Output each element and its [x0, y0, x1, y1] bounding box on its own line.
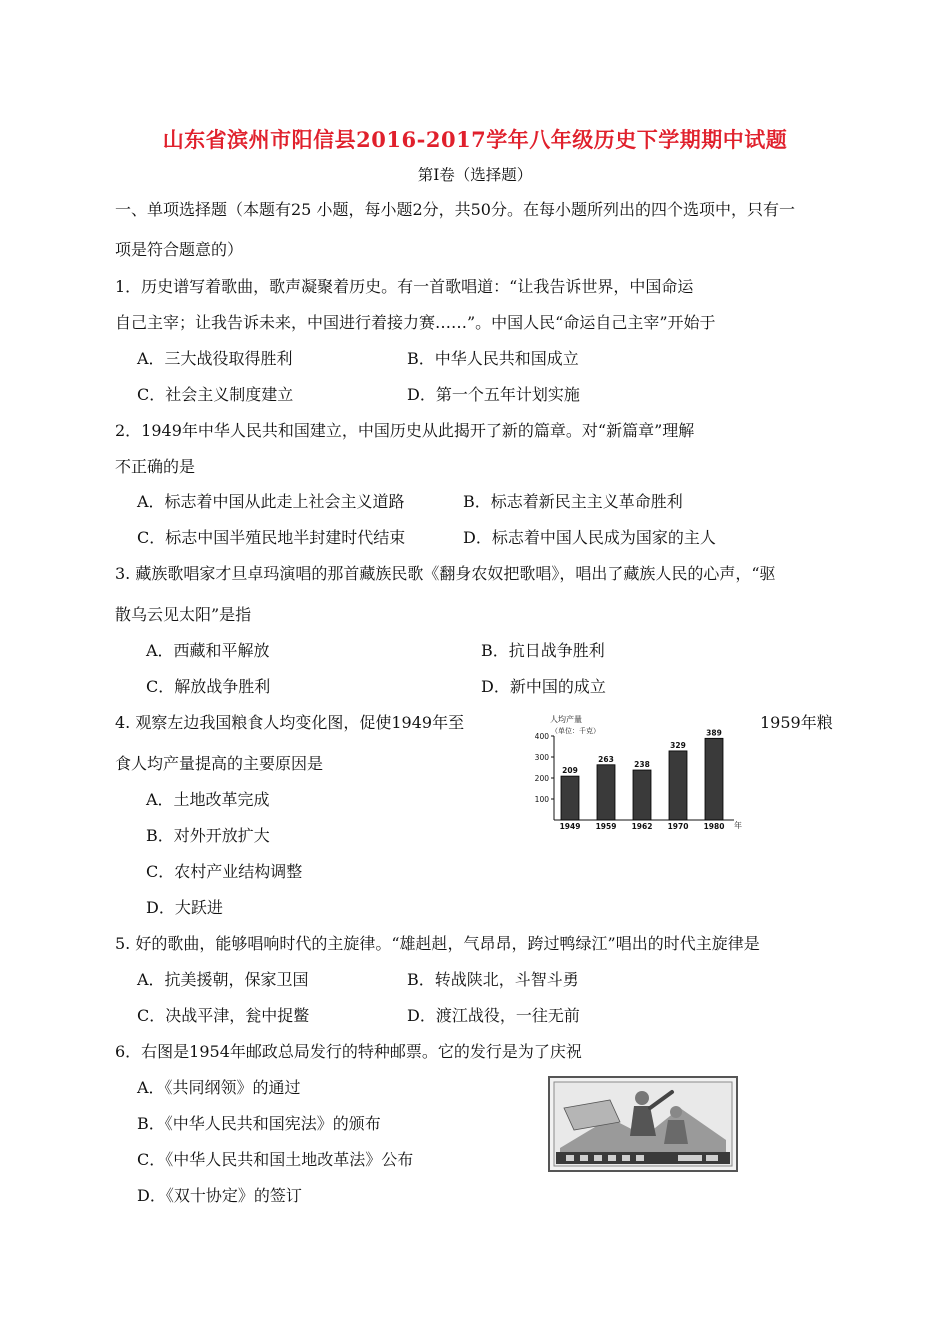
question-5-option-c[interactable]: C．决战平津，瓮中捉鳖	[137, 1006, 310, 1025]
question-4-option-d[interactable]: D．大跃进	[146, 898, 223, 917]
question-1-stem-2: 自己主宰；让我告诉未来，中国进行着接力赛……”。中国人民“命运自己主宰”开始于	[115, 313, 716, 332]
question-2-option-a[interactable]: A．标志着中国从此走上社会主义道路	[137, 492, 405, 511]
question-5-option-b[interactable]: B．转战陕北，斗智斗勇	[407, 970, 579, 989]
chart-x-tick-label: 1962	[631, 822, 653, 831]
question-1-option-d[interactable]: D．第一个五年计划实施	[407, 385, 580, 404]
question-4-stem-2: 食人均产量提高的主要原因是	[115, 754, 324, 773]
question-2-option-b[interactable]: B．标志着新民主主义革命胜利	[463, 492, 683, 511]
question-4-stem: 4. 观察左边我国粮食人均变化图，促使1949年至	[115, 713, 465, 732]
question-4-option-a[interactable]: A．土地改革完成	[146, 790, 270, 809]
chart-bar	[705, 738, 723, 820]
chart-x-tick-label: 1949	[559, 822, 581, 831]
question-4-option-b[interactable]: B．对外开放扩大	[146, 826, 270, 845]
chart-xunit: 年	[734, 821, 742, 830]
chart-data-label: 389	[706, 728, 722, 738]
question-3-option-d[interactable]: D．新中国的成立	[481, 677, 606, 696]
question-6-option-c[interactable]: C．《中华人民共和国土地改革法》公布	[137, 1150, 414, 1169]
question-5-stem: 5. 好的歌曲，能够唱响时代的主旋律。“雄赳赳，气昂昂，跨过鸭绿江”唱出的时代主旋律是	[115, 934, 760, 953]
chart-bar	[561, 776, 579, 820]
chart-data-label: 329	[670, 740, 686, 750]
question-3-option-b[interactable]: B．抗日战争胜利	[481, 641, 605, 660]
instructions-line-1: 一、单项选择题（本题有25 小题，每小题2分，共50分。在每小题所列出的四个选项中，只有一	[115, 200, 795, 219]
question-3-stem: 3. 藏族歌唱家才旦卓玛演唱的那首藏族民歌《翻身农奴把歌唱》，唱出了藏族人民的心声，“驱	[115, 564, 776, 583]
question-5-option-a[interactable]: A．抗美援朝，保家卫国	[137, 970, 309, 989]
question-4-stem-end: 1959年粮	[760, 713, 833, 732]
chart-x-tick-label: 1970	[667, 822, 689, 831]
question-6-option-d[interactable]: D．《双十协定》的签订	[137, 1186, 302, 1205]
question-1-stem: 1．历史谱写着歌曲，歌声凝聚着历史。有一首歌唱道：“让我告诉世界，中国命运	[115, 277, 694, 296]
section-heading: 第Ⅰ卷（选择题）	[417, 166, 533, 184]
instructions-line-2: 项是符合题意的）	[115, 240, 244, 259]
question-3-option-c[interactable]: C．解放战争胜利	[146, 677, 271, 696]
chart-bar	[669, 751, 687, 820]
chart-data-label: 263	[598, 754, 614, 764]
chart-data-label: 238	[634, 760, 650, 770]
chart-bar	[597, 765, 615, 820]
question-6-stem: 6．右图是1954年邮政总局发行的特种邮票。它的发行是为了庆祝	[115, 1042, 582, 1061]
question-1-option-c[interactable]: C．社会主义制度建立	[137, 385, 294, 404]
question-6-option-a[interactable]: A．《共同纲领》的通过	[137, 1078, 301, 1097]
chart-x-tick-label: 1959	[595, 822, 617, 831]
chart-yunit: （单位：千克）	[551, 727, 600, 735]
question-6-option-b[interactable]: B．《中华人民共和国宪法》的颁布	[137, 1114, 381, 1133]
stamp-image	[548, 1076, 738, 1172]
question-3-stem-2: 散乌云见太阳”是指	[115, 605, 252, 624]
question-2-option-c[interactable]: C．标志中国半殖民地半封建时代结束	[137, 528, 406, 547]
chart-y-tick-label: 100	[534, 795, 549, 804]
question-1-option-b[interactable]: B．中华人民共和国成立	[407, 349, 579, 368]
chart-ylabel: 人均产量	[550, 715, 582, 724]
chart-y-tick-label: 200	[534, 774, 549, 783]
question-2-option-d[interactable]: D．标志着中国人民成为国家的主人	[463, 528, 716, 547]
question-4-option-c[interactable]: C．农村产业结构调整	[146, 862, 303, 881]
stamp-illustration	[550, 1078, 736, 1170]
question-5-option-d[interactable]: D．渡江战役，一往无前	[407, 1006, 580, 1025]
chart-y-tick-label: 400	[534, 732, 549, 741]
question-2-stem-2: 不正确的是	[115, 457, 196, 476]
chart-data-label: 209	[562, 766, 578, 776]
grain-per-capita-chart	[520, 710, 752, 838]
question-1-option-a[interactable]: A．三大战役取得胜利	[137, 349, 293, 368]
question-3-option-a[interactable]: A．西藏和平解放	[146, 641, 270, 660]
chart-x-tick-label: 1980	[703, 822, 725, 831]
chart-bar	[633, 770, 651, 820]
exam-title: 山东省滨州市阳信县2016-2017学年八年级历史下学期期中试题	[162, 127, 788, 152]
question-2-stem: 2．1949年中华人民共和国建立，中国历史从此揭开了新的篇章。对“新篇章”理解	[115, 421, 695, 440]
chart-y-tick-label: 300	[534, 753, 549, 762]
